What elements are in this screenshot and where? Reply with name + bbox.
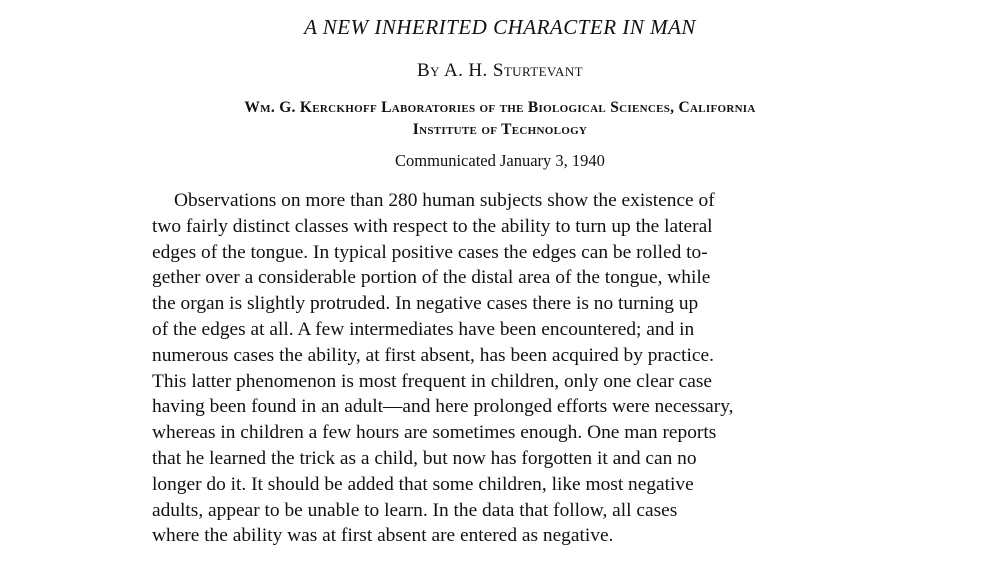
body-line: longer do it. It should be added that some children, like most negative xyxy=(152,473,694,495)
affiliation-line-2: Institute of Technology xyxy=(412,121,588,138)
body-line: This latter phenomenon is most frequent in children, only one clear case xyxy=(152,370,712,392)
body-line: adults, appear to be unable to learn. In the data that follow, all cases xyxy=(152,499,678,521)
body-line: having been found in an adult—and here prolonged efforts were necessary, xyxy=(152,396,734,418)
body-line: edges of the tongue. In typical positive cases the edges can be rolled to- xyxy=(152,241,708,263)
body-line: of the edges at all. A few intermediates have been encountered; and in xyxy=(152,318,695,340)
paper-title: A NEW INHERITED CHARACTER IN MAN xyxy=(304,15,696,39)
author-line: By A. H. Sturtevant xyxy=(417,60,583,81)
body-paragraph xyxy=(152,188,852,549)
body-line: the organ is slightly protruded. In negative cases there is no turning up xyxy=(152,293,699,315)
affiliation-line-1: Wm. G. Kerckhoff Laboratories of the Biological Sciences, California xyxy=(244,99,756,116)
body-line: Observations on more than 280 human subjects show the existence of xyxy=(174,190,715,211)
body-line: two fairly distinct classes with respect to the ability to turn up the lateral xyxy=(152,215,713,237)
body-line: whereas in children a few hours are sometimes enough. One man reports xyxy=(152,422,717,444)
body-line: that he learned the trick as a child, but now has forgotten it and can no xyxy=(152,447,697,469)
communicated-date: Communicated January 3, 1940 xyxy=(395,151,605,170)
body-line: where the ability was at first absent are entered as negative. xyxy=(152,525,614,547)
body-line: gether over a considerable portion of the distal area of the tongue, while xyxy=(152,267,711,289)
body-line: numerous cases the ability, at first absent, has been acquired by practice. xyxy=(152,344,714,366)
